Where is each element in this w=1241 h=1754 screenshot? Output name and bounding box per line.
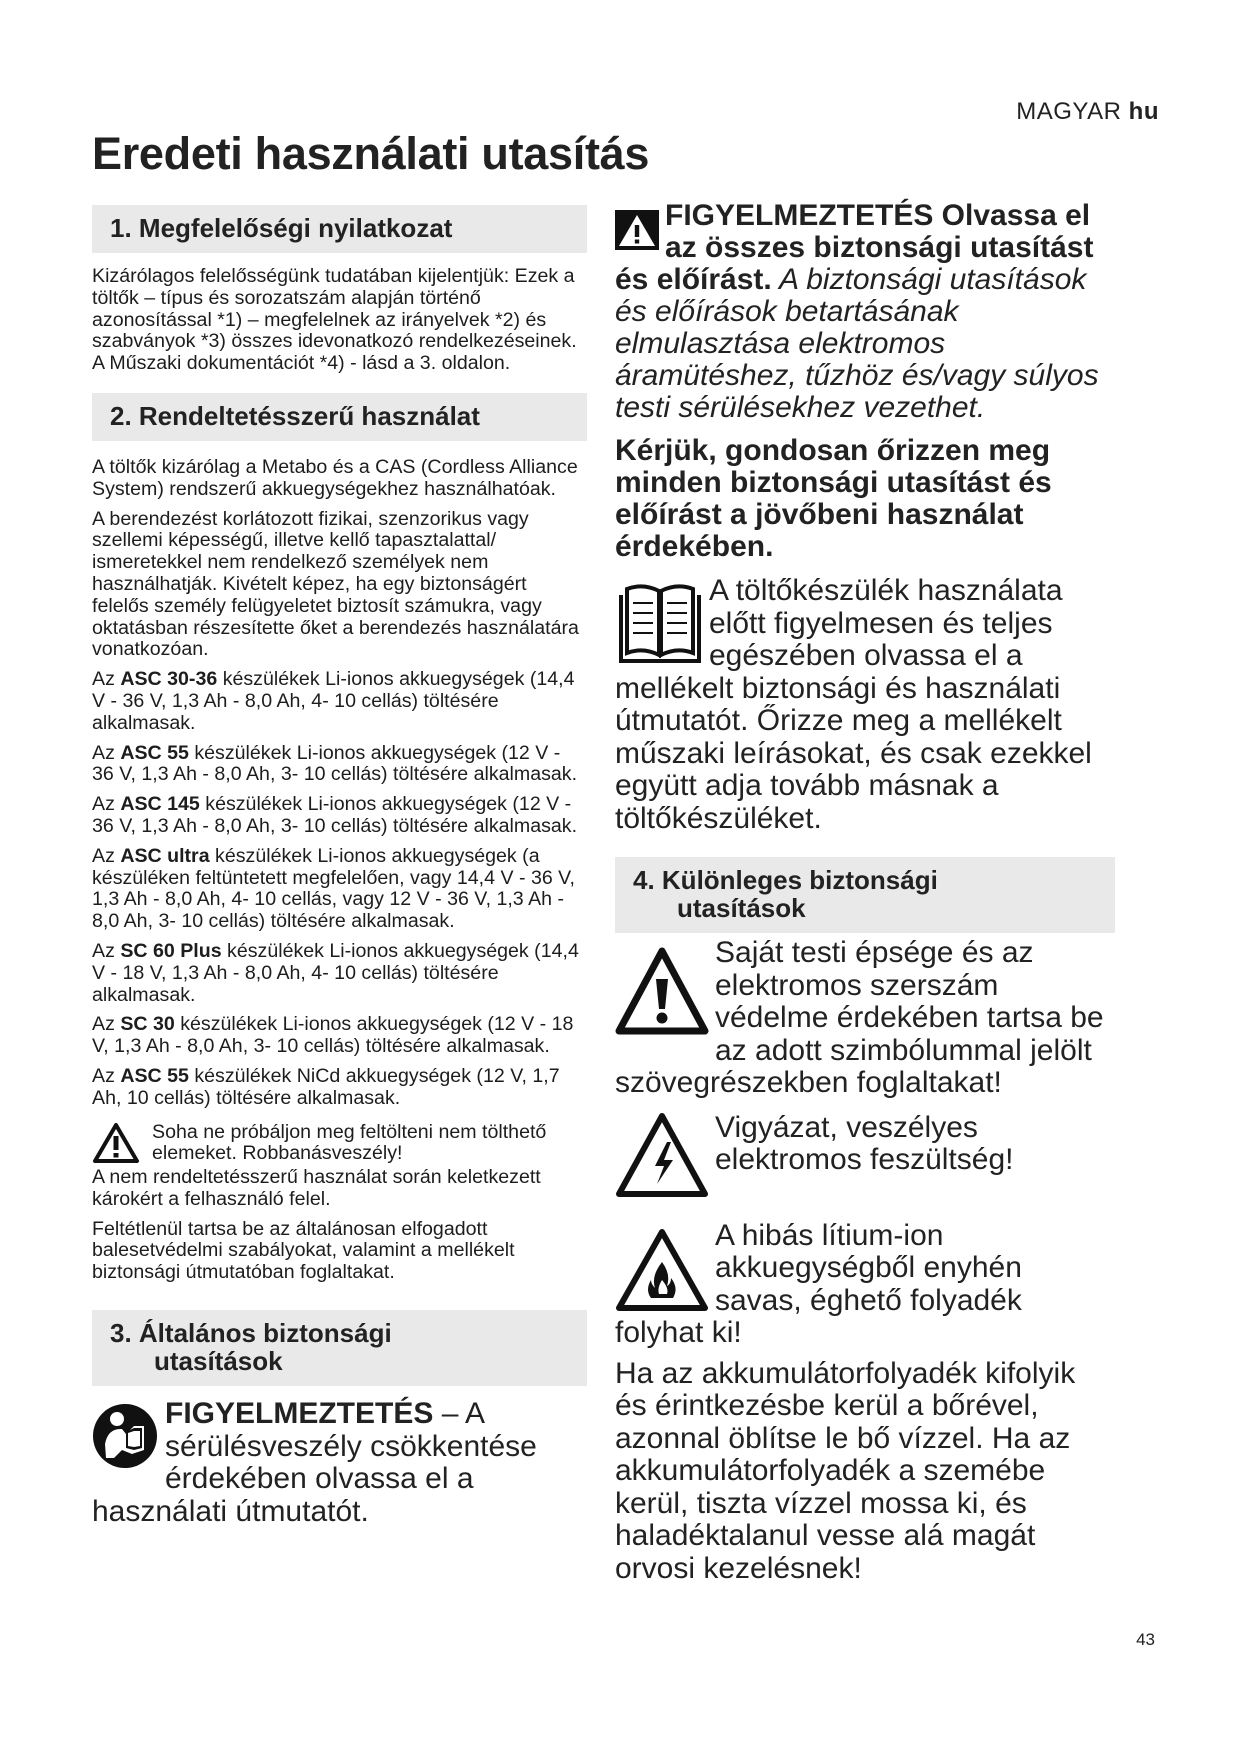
device-item: Az ASC 55 készülékek Li-ionos akkuegységek (12 V - 36 V, 1,3 Ah - 8,0 Ah, 3- 10 cellás) töltésére alkalmasak. [92,741,578,786]
read-manual-warning [92,1392,587,1528]
section-1-text: Kizárólagos felelősségünk tudatában kijelentjük: Ezek a töltők – típus és sorozatszám alapján történő azonosítással *1) – megfelelnek az irányelvek *2) és szabványok *3) összes idevonatkozó rendelkezéseinek. A Műszaki dokumentációt *4) - lásd a 3. oldalon. [92,265,577,375]
read-manual-text: FIGYELMEZTETÉS – A sérülésveszély csökkentése érdekében olvassa el a használati útmutatót. [92,1397,537,1528]
general-warning-text: FIGYELMEZTETÉS Olvassa el az összes biztonsági utasítást és előírást. A biztonsági utasítások és előírások betartásának elmulasztása elektromos áramütéshez, tűzhöz és/vagy súlyos testi sérülésekhez vezethet. [615,199,1099,424]
voltage-warning-text: Vigyázat, veszélyes elektromos feszültség! [715,1111,1014,1176]
section-2-p3: A nem rendeltetésszerű használat során keletkezett károkért a felhasználó felel. [92,1166,541,1210]
high-voltage-icon [615,1112,709,1198]
device-list [92,669,587,1109]
right-column [615,200,1115,1585]
flammable-icon [615,1228,709,1312]
section-2-heading: 2. Rendeltetésszerű használat [92,393,587,441]
battery-warning [92,1122,587,1166]
fire-warning [615,1220,1115,1350]
device-item: Az ASC 30-36 készülékek Li-ionos akkuegységek (14,4 V - 36 V, 1,3 Ah - 8,0 Ah, 4- 10 cellás) töltésére alkalmasak. [92,668,575,734]
section-3-heading: 3. Általános biztonsági utasítások [92,1310,587,1386]
keep-instructions-text: Kérjük, gondosan őrizzen meg minden biztonsági utasítást és előírást a jövőbeni használat érdekében. [615,434,1052,563]
battery-warning-text: Soha ne próbáljon meg feltölteni nem tölthető elemeket. Robbanásveszély! [152,1120,547,1165]
section-2-p2: A berendezést korlátozott fizikai, szenzorikus vagy szellemi képességű, illetve kellő tapasztalattal/ ismeretekkel nem rendelkező személyek nem használhatják. Kivételt képez, ha egy biztonságért felelős személy felügyeletet biztosít számukra, vagy oktatásban részesítette őket a berendezés használatára vonatkozóan. [92,507,579,661]
book-icon [615,581,705,667]
read-manual-icon [92,1402,158,1470]
page-title: Eredeti használati utasítás [92,128,650,179]
device-item: Az ASC ultra készülékek Li-ionos akkuegységek (a készüléken feltüntetett megfelelően, vagy 14,4 V - 36 V, 1,3 Ah - 8,0 Ah, 4- 10 cellás, vagy 12 V - 36 V, 1,3 Ah - 8,0 Ah, 3- 10 cellás) töltésére alkalmasak. [92,844,575,933]
page-number: 43 [1136,1630,1155,1649]
symbol-notice [615,937,1115,1100]
section-2-p4: Feltétlenül tartsa be az általánosan elfogadott balesetvédelmi szabályokat, valamint a mellékelt biztonsági útmutatóban foglaltakat. [92,1217,515,1284]
section-4-heading: 4. Különleges biztonsági utasítások [615,857,1115,933]
language-label: MAGYAR hu [1016,98,1159,125]
battery-fluid-text: Ha az akkumulátorfolyadék kifolyik és érintkezésbe kerül a bőrével, azonnal öblítse le bő vízzel. Ha az akkumulátorfolyadék a szemébe kerül, tiszta vízzel mossa ki, és haladéktalanul vesse alá magát orvosi kezelésnek! [615,1356,1076,1585]
left-column [92,205,587,1528]
section-2-p1: A töltők kizárólag a Metabo és a CAS (Cordless Alliance System) rendszerű akkuegységekhez használhatóak. [92,455,578,500]
general-warning [615,200,1115,424]
warning-triangle-icon [615,947,709,1035]
warning-triangle-icon [92,1122,140,1164]
warning-triangle-icon [615,210,659,250]
symbol-notice-text: Saját testi épsége és az elektromos szerszám védelme érdekében tartsa be az adott szimbólummal jelölt szövegrészekben foglaltakat! [615,936,1104,1099]
book-notice [615,575,1115,835]
section-1-heading: 1. Megfelelőségi nyilatkozat [92,205,587,253]
book-notice-text: A töltőkészülék használata előtt figyelmesen és teljes egészében olvassa el a mellékelt biztonsági és használati útmutatót. Őrizze meg a mellékelt műszaki leírásokat, és csak ezekkel együtt adja tovább másnak a töltőkészüléket. [615,574,1092,835]
voltage-warning [615,1112,1115,1198]
device-item: Az SC 60 Plus készülékek Li-ionos akkuegységek (14,4 V - 18 V, 1,3 Ah - 8,0 Ah, 4- 10 cellás) töltésére alkalmasak. [92,939,579,1006]
device-item: Az ASC 145 készülékek Li-ionos akkuegységek (12 V - 36 V, 1,3 Ah - 8,0 Ah, 3- 10 cellás) töltésére alkalmasak. [92,793,578,837]
device-item: Az ASC 55 készülékek NiCd akkuegységek (12 V, 1,7 Ah, 10 cellás) töltésére alkalmasak. [92,1064,560,1109]
fire-warning-text: A hibás lítium-ion akkuegységből enyhén savas, éghető folyadék folyhat ki! [615,1218,1022,1349]
device-item: Az SC 30 készülékek Li-ionos akkuegységek (12 V - 18 V, 1,3 Ah - 8,0 Ah, 3- 10 cellás) töltésére alkalmasak. [92,1013,574,1058]
